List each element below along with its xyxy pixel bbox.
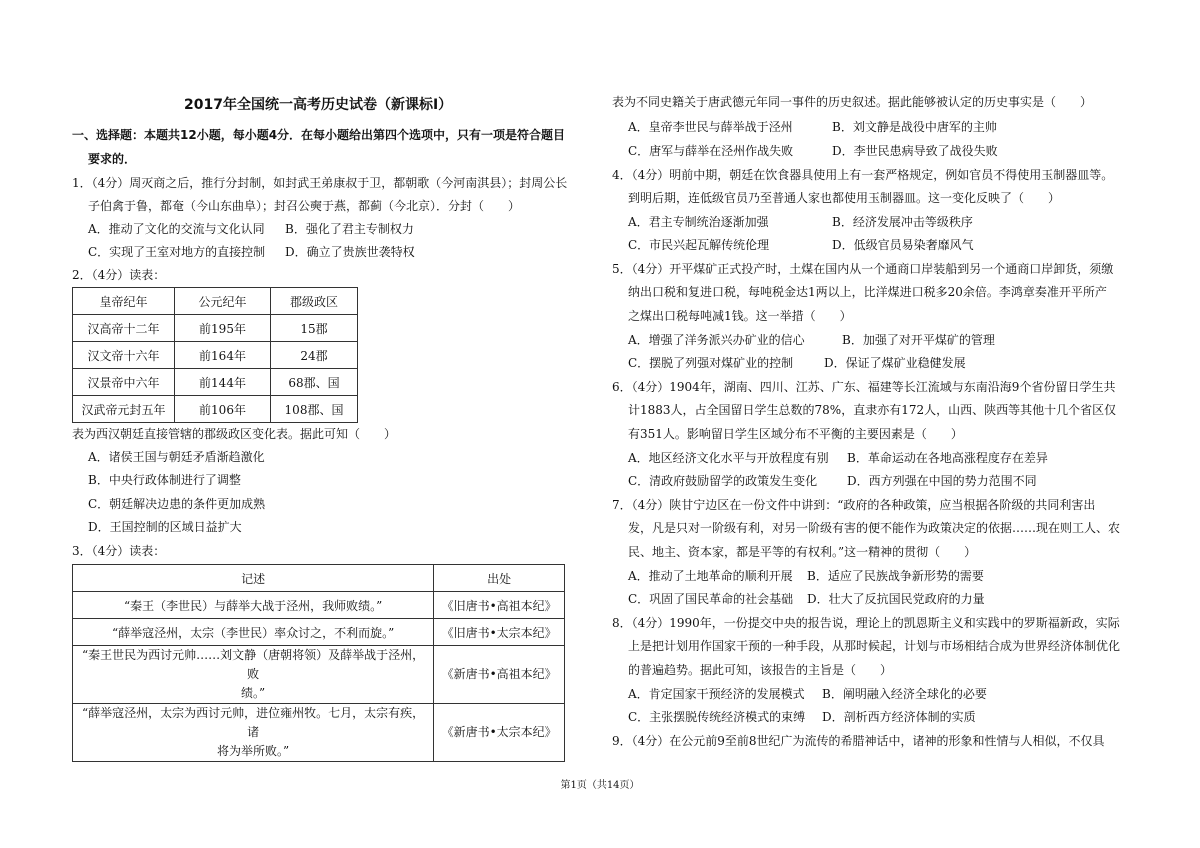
table-header-cell: 郡级政区 <box>271 288 358 315</box>
q6-option-b[interactable]: B．革命运动在各地高涨程度存在差异 <box>847 451 1048 465</box>
table-cell: 汉高帝十二年 <box>73 315 175 342</box>
section-heading: 一、选择题：本题共12小题，每小题4分．在每小题给出第四个选项中，只有一项是符合题目 <box>72 128 566 142</box>
q5-stem-line2: 纳出口税和复进口税，每吨税金达1两以上，比洋煤进口税多20余倍。李鸿章奏准开平所产 <box>628 285 1107 299</box>
q8-option-c[interactable]: C．主张摆脱传统经济模式的束缚 <box>628 710 806 724</box>
q1-stem-line2: 子伯禽于鲁，都奄（今山东曲阜）；封召公奭于燕，都蓟（今北京）．分封（ ） <box>88 199 521 213</box>
q8-stem-line1: 8．（4分）1990年，一份提交中央的报告说，理论上的凯恩斯主义和实践中的罗斯福新政，实际 <box>612 616 1120 630</box>
q7-stem-line2: 发，凡是只对一阶级有利，对另一阶级有害的便不能作为政策决定的依据……现在则工人、农 <box>628 521 1121 535</box>
q3-option-c[interactable]: C．唐军与薛举在泾州作战失败 <box>628 144 794 158</box>
q4-stem-line2: 到明后期，连低级官员乃至普通人家也都使用玉制器皿。这一变化反映了（ ） <box>628 191 1061 205</box>
q2-stem: 2．（4分）读表： <box>72 268 166 282</box>
table-row <box>73 646 565 704</box>
section-heading-cont: 要求的． <box>88 152 137 166</box>
table-header-cell: 出处 <box>434 565 565 592</box>
q6-option-a[interactable]: A．地区经济文化水平与开放程度有别 <box>628 451 829 465</box>
q3-option-a[interactable]: A．皇帝李世民与薛举战于泾州 <box>628 120 793 134</box>
q5-stem-line3: 之煤出口税每吨减1钱。这一举措（ ） <box>628 309 852 323</box>
q4-option-a[interactable]: A．君主专制统治逐渐加强 <box>628 215 769 229</box>
table-cell: 汉武帝元封五年 <box>73 396 175 423</box>
q5-stem-line1: 5．（4分）开平煤矿正式投产时，土煤在国内从一个通商口岸装船到另一个通商口岸卸货，须缴 <box>612 262 1114 276</box>
record-text: “秦王（李世民）与薛举大战于泾州，我师败绩。” <box>123 598 383 613</box>
q2-option-a[interactable]: A．诸侯王国与朝廷矛盾渐趋激化 <box>88 450 265 464</box>
table-cell: 前195年 <box>175 315 271 342</box>
q2-option-b[interactable]: B．中央行政体制进行了调整 <box>88 473 241 487</box>
q7-option-d[interactable]: D．壮大了反抗国民党政府的力量 <box>807 592 985 606</box>
page-number: 第1页（共14页） <box>560 780 640 791</box>
table-header-cell: 公元纪年 <box>175 288 271 315</box>
q4-option-b[interactable]: B．经济发展冲击等级秩序 <box>832 215 973 229</box>
q2-option-d[interactable]: D．王国控制的区域日益扩大 <box>88 520 242 534</box>
q2-option-c[interactable]: C．朝廷解决边患的条件更加成熟 <box>88 497 266 511</box>
q8-stem-line2: 上是把计划用作国家干预的一种手段，从那时候起，计划与市场相结合成为世界经济体制优化 <box>628 639 1121 653</box>
q5-option-c[interactable]: C．摆脱了列强对煤矿业的控制 <box>628 356 794 370</box>
table-row <box>73 315 358 342</box>
q1-option-c[interactable]: C．实现了王室对地方的直接控制 <box>88 245 266 259</box>
table-header-row <box>73 288 358 315</box>
q8-option-a[interactable]: A．肯定国家干预经济的发展模式 <box>628 687 805 701</box>
table-header-row <box>73 565 565 592</box>
table-row <box>73 369 358 396</box>
table-cell <box>73 592 434 619</box>
table-row <box>73 342 358 369</box>
q5-option-d[interactable]: D．保证了煤矿业稳健发展 <box>824 356 966 370</box>
q3-question: 表为不同史籍关于唐武德元年同一事件的历史叙述。据此能够被认定的历史事实是（ ） <box>612 95 1093 109</box>
q4-stem-line1: 4．（4分）明前中期，朝廷在饮食器具使用上有一套严格规定，例如官员不得使用玉制器皿等。 <box>612 168 1114 182</box>
q1-option-b[interactable]: B．强化了君主专制权力 <box>285 222 414 236</box>
table-cell: 前144年 <box>175 369 271 396</box>
record-text: “薛举寇泾州，太宗为西讨元帅，进位雍州牧。七月，太宗有疾，诸 <box>82 706 425 739</box>
q1-stem-line1: 1．（4分）周灭商之后，推行分封制，如封武王弟康叔于卫，都朝歌（今河南淇县）；封周公长 <box>72 176 568 190</box>
record-text: “秦王世民为西讨元帅……刘文静（唐朝将领）及薛举战于泾州，败 <box>82 648 425 681</box>
table-row <box>73 704 565 762</box>
table-cell: 汉文帝十六年 <box>73 342 175 369</box>
q2-question: 表为西汉朝廷直接管辖的郡级政区变化表。据此可知（ ） <box>72 427 397 441</box>
page-title: 2017年全国统一高考历史试卷（新课标Ⅰ） <box>184 97 453 113</box>
q7-option-c[interactable]: C．巩固了国民革命的社会基础 <box>628 592 794 606</box>
q2-table <box>72 287 358 423</box>
q3-option-b[interactable]: B．刘文静是战役中唐军的主帅 <box>832 120 997 134</box>
q7-stem-line1: 7．（4分）陕甘宁边区在一份文件中讲到：“政府的各种政策，应当根据各阶级的共同利害出 <box>612 498 1096 512</box>
table-cell <box>73 646 434 704</box>
q6-stem-line3: 有351人。影响留日学生区域分布不平衡的主要因素是（ ） <box>628 427 963 441</box>
q3-table <box>72 564 565 762</box>
q8-option-b[interactable]: B．阐明融入经济全球化的必要 <box>822 687 987 701</box>
q9-stem-line1: 9．（4分）在公元前9至前8世纪广为流传的希腊神话中，诸神的形象和性情与人相似，不仅具 <box>612 734 1105 748</box>
q5-option-b[interactable]: B．加强了对开平煤矿的管理 <box>842 333 995 347</box>
table-cell: 《新唐书•太宗本纪》 <box>434 704 565 762</box>
table-row <box>73 592 565 619</box>
q4-option-c[interactable]: C．市民兴起瓦解传统伦理 <box>628 238 770 252</box>
table-cell: 《旧唐书•太宗本纪》 <box>434 619 565 646</box>
q3-option-d[interactable]: D．李世民患病导致了战役失败 <box>832 144 998 158</box>
record-text: “薛举寇泾州，太宗（李世民）率众讨之，不利而旋。” <box>111 625 395 640</box>
q6-stem-line2: 计1883人，占全国留日学生总数的78%，直隶亦有172人，山西、陕西等其他十几个省区仅 <box>628 403 1117 417</box>
q4-option-d[interactable]: D．低级官员易染奢靡风气 <box>832 238 974 252</box>
q8-stem-line3: 的普遍趋势。据此可知，该报告的主旨是（ ） <box>628 663 893 677</box>
q1-option-a[interactable]: A．推动了文化的交流与文化认同 <box>88 222 265 236</box>
q7-option-a[interactable]: A．推动了土地革命的顺利开展 <box>628 569 793 583</box>
table-cell: 15郡 <box>271 315 358 342</box>
table-row <box>73 396 358 423</box>
q6-option-d[interactable]: D．西方列强在中国的势力范围不同 <box>847 474 1037 488</box>
table-cell: 汉景帝中六年 <box>73 369 175 396</box>
q6-stem-line1: 6．（4分）1904年，湖南、四川、江苏、广东、福建等长江流域与东南沿海9个省份留日学生共 <box>612 380 1116 394</box>
table-header-cell: 记述 <box>73 565 434 592</box>
record-text-cont: 绩。” <box>241 686 266 700</box>
q3-stem: 3．（4分）读表： <box>72 544 166 558</box>
table-row <box>73 619 565 646</box>
table-cell: 《旧唐书•高祖本纪》 <box>434 592 565 619</box>
q7-stem-line3: 民、地主、资本家，都是平等的有权利。”这一精神的贯彻（ ） <box>628 545 977 559</box>
table-cell: 前106年 <box>175 396 271 423</box>
q5-option-a[interactable]: A．增强了洋务派兴办矿业的信心 <box>628 333 805 347</box>
q8-option-d[interactable]: D．剖析西方经济体制的实质 <box>822 710 976 724</box>
table-cell <box>73 704 434 762</box>
table-cell: 68郡、国 <box>271 369 358 396</box>
q6-option-c[interactable]: C．清政府鼓励留学的政策发生变化 <box>628 474 818 488</box>
table-cell: 24郡 <box>271 342 358 369</box>
q7-option-b[interactable]: B．适应了民族战争新形势的需要 <box>807 569 984 583</box>
record-text-cont: 将为举所败。” <box>217 744 290 758</box>
table-cell: 108郡、国 <box>271 396 358 423</box>
table-cell <box>73 619 434 646</box>
table-cell: 前164年 <box>175 342 271 369</box>
q1-option-d[interactable]: D．确立了贵族世袭特权 <box>285 245 415 259</box>
table-header-cell: 皇帝纪年 <box>73 288 175 315</box>
table-cell: 《新唐书•高祖本纪》 <box>434 646 565 704</box>
